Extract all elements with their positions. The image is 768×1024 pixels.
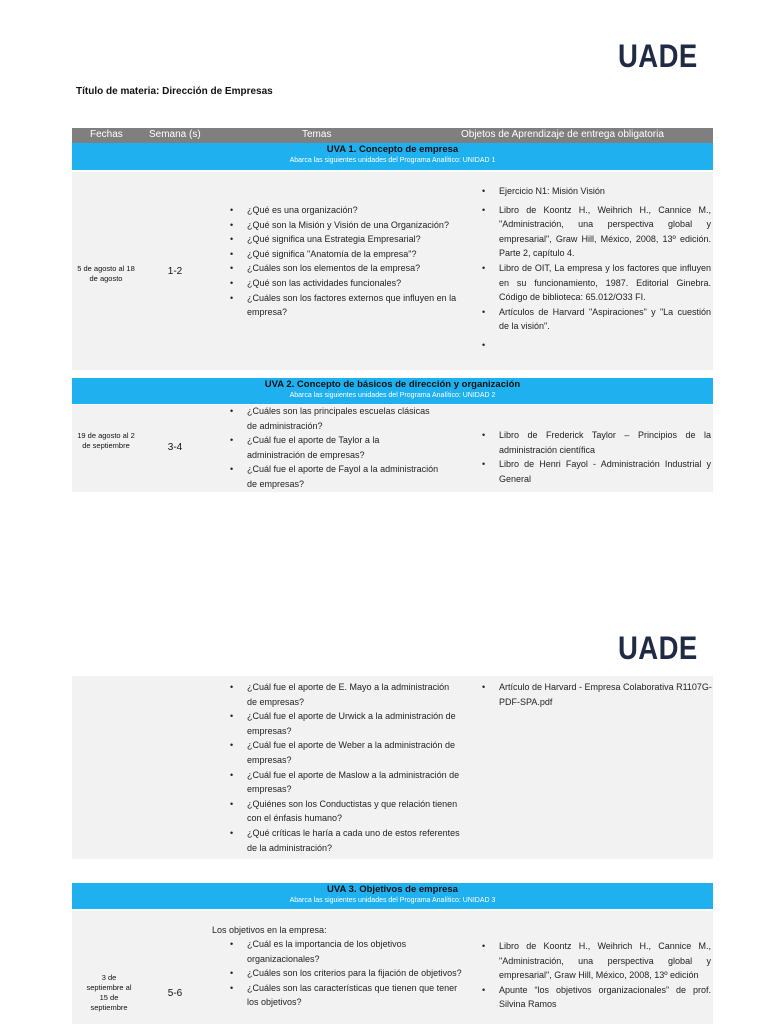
header-temas: Temas — [302, 129, 332, 140]
uva3-intro: Los objetivos en la empresa: — [212, 925, 327, 935]
uva1-fechas: 5 de agosto al 18 de agosto — [77, 264, 135, 283]
list-item: • Libro de Frederick Taylor – Principios de la administración científica — [481, 428, 711, 457]
list-item — [481, 338, 711, 352]
list-item: • ¿Qué críticas le haría a cada uno de estos referentes de la administración? — [229, 826, 461, 855]
uva3-temas — [229, 937, 465, 1010]
header-fechas: Fechas — [90, 129, 123, 140]
uade-logo: UADE — [618, 38, 698, 74]
list-item: • Libro de Koontz H., Weihrich H., Cannice M., "Administración, una perspectiva global y empresarial", Graw Hill, México, 2008, 13º edición — [481, 939, 711, 983]
uva2-title: UVA 2. Concepto de básicos de dirección y organización — [264, 379, 521, 390]
list-item: • ¿Cuál es la importancia de los objetivos organizacionales? — [229, 937, 465, 966]
uva2-banner — [72, 378, 713, 404]
list-item: • ¿Cuáles son los criterios para la fijación de objetivos? — [229, 966, 465, 981]
uva2-temas-continued — [229, 680, 461, 855]
header-semana: Semana (s) — [149, 129, 201, 140]
list-item: • ¿Qué son la Misión y Visión de una Organización? — [229, 218, 461, 233]
list-item: • ¿Cuál fue el aporte de Weber a la administración de empresas? — [229, 738, 461, 767]
uva3-subtitle: Abarca las siguientes unidades del Programa Analítico: UNIDAD 3 — [289, 897, 496, 904]
uva3-semana: 5-6 — [167, 988, 183, 999]
list-item: • Libro de Koontz H., Weihrich H., Cannice M., "Administración, una perspectiva global y empresarial", Graw Hill, México, 2008, 13º edición. Parte 2, capítulo 4. — [481, 203, 711, 261]
uva1-subtitle: Abarca las siguientes unidades del Programa Analítico: UNIDAD 1 — [289, 157, 496, 164]
list-item: • Artículos de Harvard "Aspiraciones" y "La cuestión de la visión". — [481, 305, 711, 334]
list-item: • Ejercicio N1: Misión Visión — [481, 184, 711, 199]
list-item: • Artículo de Harvard - Empresa Colaborativa R1107G-PDF-SPA.pdf — [481, 680, 713, 709]
uva3-title: UVA 3. Objetivos de empresa — [327, 884, 458, 895]
list-item: • ¿Qué es una organización? — [229, 203, 461, 218]
list-item: • ¿Quiénes son los Conductistas y que relación tienen con el énfasis humano? — [229, 797, 461, 826]
page-title: Título de materia: Dirección de Empresas — [76, 86, 273, 97]
table-header — [72, 128, 713, 143]
uade-logo-page2: UADE — [618, 630, 698, 666]
header-objetos: Objetos de Aprendizaje de entrega obligatoria — [461, 129, 664, 140]
list-item: • ¿Qué son las actividades funcionales? — [229, 276, 461, 291]
uva1-objetos — [481, 184, 711, 352]
uva2-fechas: 19 de agosto al 2 de septiembre — [77, 431, 135, 450]
uva1-temas — [229, 203, 461, 320]
uva2-objetos — [481, 428, 711, 486]
list-item: • ¿Qué significa una Estrategia Empresarial? — [229, 232, 461, 247]
list-item: • Libro de Henri Fayol - Administración Industrial y General — [481, 457, 711, 486]
uva2-semana: 3-4 — [167, 442, 183, 453]
list-item: • Apunte “los objetivos organizacionales” de prof. Silvina Ramos — [481, 983, 711, 1012]
uva1-title: UVA 1. Concepto de empresa — [326, 144, 459, 155]
list-item: • ¿Cuáles son los factores externos que influyen en la empresa? — [229, 291, 461, 320]
list-item: • ¿Cuál fue el aporte de E. Mayo a la administración de empresas? — [229, 680, 461, 709]
uva3-fechas: 3 de septiembre al 15 de septiembre — [86, 973, 132, 1012]
uva2-objetos-continued — [481, 680, 713, 709]
list-item: • ¿Qué significa "Anatomía de la empresa"? — [229, 247, 461, 262]
list-item: • Libro de OIT, La empresa y los factores que influyen en su funcionamiento, 1987. Editorial Ginebra. Código de biblioteca: 65.012/O33 FI. — [481, 261, 711, 305]
list-item: • ¿Cuáles son los elementos de la empresa? — [229, 261, 461, 276]
list-item: • ¿Cuáles son las características que tienen que tener los objetivos? — [229, 981, 465, 1010]
list-item: • ¿Cuáles son las principales escuelas clásicas de administración? — [229, 404, 439, 433]
uva1-semana: 1-2 — [167, 266, 183, 277]
list-item: • ¿Cuál fue el aporte de Maslow a la administración de empresas? — [229, 768, 461, 797]
uva3-banner — [72, 883, 713, 909]
uva3-objetos — [481, 939, 711, 1012]
list-item: • ¿Cuál fue el aporte de Urwick a la administración de empresas? — [229, 709, 461, 738]
uva2-temas — [229, 404, 439, 492]
list-item: • ¿Cuál fue el aporte de Fayol a la administración de empresas? — [229, 462, 439, 491]
uva1-banner — [72, 143, 713, 170]
list-item: • ¿Cuál fue el aporte de Taylor a la administración de empresas? — [229, 433, 439, 462]
uva2-subtitle: Abarca las siguientes unidades del Programa Analítico: UNIDAD 2 — [289, 392, 496, 399]
